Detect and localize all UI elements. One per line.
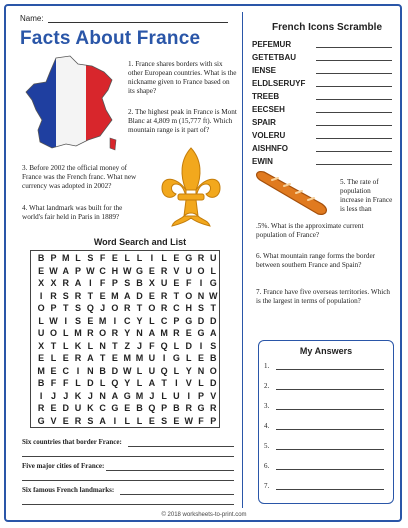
grid-letter[interactable]: Q [111,378,119,388]
grid-letter[interactable]: G [185,315,193,326]
grid-letter[interactable]: V [185,378,192,388]
grid-letter[interactable]: P [75,265,82,276]
grid-letter[interactable]: E [148,265,155,276]
scramble-answer-line[interactable] [316,151,392,152]
scramble-answer-line[interactable] [316,138,392,139]
grid-letter[interactable]: L [136,378,143,388]
scramble-answer-line[interactable] [316,73,392,74]
grid-letter[interactable]: R [37,403,45,413]
page-title: Facts About France [20,28,201,49]
grid-letter[interactable]: R [74,415,82,426]
grid-letter[interactable]: G [172,353,180,363]
grid-row [35,328,219,341]
grid-letter[interactable]: F [99,278,106,288]
answer-number: 5. [264,442,270,450]
grid-letter[interactable]: N [136,328,143,338]
grid-row [35,366,219,379]
grid-letter[interactable]: I [162,353,166,363]
grid-letter[interactable]: W [122,365,132,376]
grid-letter[interactable]: L [161,253,167,263]
grid-letter[interactable]: U [74,403,82,413]
grid-letter[interactable]: C [123,315,131,326]
grid-letter[interactable]: I [113,415,117,426]
grid-letter[interactable]: F [198,415,204,426]
grid-row [35,403,219,416]
grid-letter[interactable]: V [173,265,180,276]
scramble-word: AISHNFO [252,144,288,153]
grid-row [35,266,219,279]
grid-letter[interactable]: D [210,315,217,326]
scramble-answer-line[interactable] [316,99,392,100]
grid-letter[interactable]: I [187,390,190,401]
grid-letter[interactable]: J [100,303,106,313]
grid-letter[interactable]: G [185,253,193,263]
scramble-word: GETETBAU [252,53,296,62]
grid-letter[interactable]: J [50,390,56,401]
grid-letter[interactable]: L [124,253,130,263]
grid-letter[interactable]: R [74,290,82,301]
grid-letter[interactable]: Y [185,365,192,376]
grid-letter[interactable]: O [37,303,45,313]
grid-letter[interactable]: C [160,315,168,326]
grid-row [35,353,219,366]
grid-letter[interactable]: G [136,265,144,276]
grid-letter[interactable]: L [38,315,44,326]
grid-letter[interactable]: Q [86,303,94,313]
grid-letter[interactable]: E [124,403,131,413]
question-3: 3. Before 2002 the official money of France was the French franc. What new currency was adopted in 2002? [22,164,137,190]
grid-letter[interactable]: A [99,415,106,426]
question-5-part-2: .5%. What is the approximate current population of France? [256,222,364,239]
answer-line[interactable] [276,429,384,430]
answer-number: 3. [264,402,270,410]
grid-letter[interactable]: V [210,390,217,401]
grid-letter[interactable]: E [38,353,45,363]
grid-letter[interactable]: B [136,403,143,413]
grid-letter[interactable]: E [62,353,69,363]
grid-letter[interactable]: E [111,353,118,363]
grid-letter[interactable]: R [62,278,69,288]
grid-letter[interactable]: E [185,328,192,338]
grid-letter[interactable]: W [49,265,58,276]
scramble-word: EWIN [252,157,273,166]
grid-letter[interactable]: G [37,415,45,426]
grid-letter[interactable]: O [99,328,107,338]
grid-letter[interactable]: L [75,378,81,388]
column-divider [242,12,243,508]
grid-letter[interactable]: K [74,390,82,401]
grid-letter[interactable]: R [87,328,94,338]
baguette-icon [252,166,332,220]
grid-letter[interactable]: Q [160,365,168,376]
grid-letter[interactable]: E [111,253,118,263]
grid-letter[interactable]: R [210,403,217,413]
grid-letter[interactable]: X [38,278,45,288]
grid-letter[interactable]: N [99,340,106,351]
scramble-word: SPAIR [252,118,276,127]
grid-letter[interactable]: R [74,353,82,363]
grid-letter[interactable]: S [87,415,94,426]
grid-letter[interactable]: A [148,328,156,338]
scramble-word: ELDLSERUYF [252,79,306,88]
wordsearch-title: Word Search and List [93,237,187,247]
grid-letter[interactable]: O [111,303,119,313]
grid-letter[interactable]: M [37,365,45,376]
grid-letter[interactable]: E [50,403,57,413]
grid-letter[interactable]: L [173,365,180,376]
grid-letter[interactable]: C [99,265,106,276]
question-4: 4. What landmark was built for the world's fair held in Paris in 1889? [22,204,123,221]
grid-letter[interactable]: L [124,415,130,426]
grid-letter[interactable]: S [87,253,94,263]
grid-letter[interactable]: X [38,340,45,351]
grid-row [35,253,219,266]
grid-letter[interactable]: W [122,265,132,276]
grid-letter[interactable]: S [124,278,131,288]
grid-letter[interactable]: D [136,290,143,301]
answer-line[interactable] [276,489,384,490]
grid-letter[interactable]: R [160,303,168,313]
grid-letter[interactable]: M [61,253,70,263]
grid-letter[interactable]: N [87,365,94,376]
fleur-de-lis-icon [158,146,224,230]
grid-letter[interactable]: R [173,328,180,338]
grid-letter[interactable]: A [148,378,156,388]
grid-letter[interactable]: N [99,390,106,401]
grid-letter[interactable]: L [136,415,143,426]
wordsearch-grid[interactable] [30,250,220,428]
scramble-word: TREEB [252,92,280,101]
grid-letter[interactable]: E [148,290,155,301]
grid-letter[interactable]: U [173,390,180,401]
grid-letter[interactable]: T [136,303,143,313]
scramble-word: IENSE [252,66,277,75]
grid-letter[interactable]: N [197,365,205,376]
grid-letter[interactable]: C [99,403,106,413]
grid-letter[interactable]: E [198,353,205,363]
grid-letter[interactable]: P [50,253,57,263]
name-label: Name: [20,14,44,23]
grid-row [35,316,219,329]
question-1: 1. France shares borders with six other European countries. What is the nickname given to France based on its shape? [128,60,237,95]
grid-row [35,278,219,291]
grid-letter[interactable]: A [62,265,69,276]
grid-row [35,291,219,304]
grid-row [35,378,219,391]
grid-letter[interactable]: K [87,403,94,413]
scramble-word: EECSEH [252,105,285,114]
grid-letter[interactable]: P [111,278,118,288]
grid-letter[interactable]: E [173,415,180,426]
grid-letter[interactable]: E [50,365,57,376]
answer-number: 7. [264,482,270,490]
grid-letter[interactable]: D [185,340,192,351]
grid-letter[interactable]: G [197,328,205,338]
grid-letter[interactable]: M [98,315,107,326]
grid-letter[interactable]: L [173,340,180,351]
grid-row [35,416,219,429]
grid-letter[interactable]: Z [124,340,130,351]
grid-letter[interactable]: S [75,315,82,326]
grid-letter[interactable]: E [173,278,180,288]
grid-letter[interactable]: I [39,290,43,301]
grid-letter[interactable]: S [62,290,69,301]
grid-letter[interactable]: I [89,278,92,288]
grid-letter[interactable]: Q [148,403,156,413]
answer-number: 4. [264,422,270,430]
grid-letter[interactable]: G [123,390,131,401]
grid-letter[interactable]: L [161,390,167,401]
grid-letter[interactable]: T [99,353,106,363]
grid-letter[interactable]: R [123,303,131,313]
answer-line[interactable] [276,409,384,410]
grid-letter[interactable]: S [210,340,217,351]
countries-label: Six countries that border France: [22,438,122,446]
grid-letter[interactable]: B [173,403,180,413]
grid-letter[interactable]: M [135,353,144,363]
grid-letter[interactable]: U [148,365,156,376]
grid-letter[interactable]: X [148,278,155,288]
grid-letter[interactable]: P [173,315,180,326]
grid-letter[interactable]: C [173,303,180,313]
france-map-image [22,54,120,154]
grid-letter[interactable]: C [62,365,69,376]
grid-letter[interactable]: H [111,265,119,276]
cities-answer-line[interactable] [106,470,234,471]
grid-letter[interactable]: W [86,265,95,276]
grid-letter[interactable]: R [111,328,119,338]
grid-letter[interactable]: M [111,290,119,301]
grid-letter[interactable]: G [197,403,205,413]
grid-letter[interactable]: I [39,390,43,401]
grid-letter[interactable]: P [50,303,57,313]
grid-letter[interactable]: A [87,353,94,363]
grid-letter[interactable]: T [161,378,167,388]
answer-line[interactable] [276,449,384,450]
grid-letter[interactable]: J [87,390,93,401]
grid-letter[interactable]: D [197,315,205,326]
grid-letter[interactable]: P [198,390,205,401]
question-2: 2. The highest peak in France is Mont Blanc at 4,809 m (15,777 ft). Which mountain range is it part of? [128,108,237,134]
answer-line[interactable] [276,369,384,370]
answers-title: My Answers [299,346,353,356]
grid-letter[interactable]: F [62,378,69,388]
grid-letter[interactable]: L [149,315,155,326]
grid-letter[interactable]: A [123,290,131,301]
grid-letter[interactable]: I [64,315,67,326]
grid-letter[interactable]: E [62,415,69,426]
grid-letter[interactable]: L [62,328,69,338]
landmarks-answer-line-2[interactable] [22,504,234,505]
grid-letter[interactable]: O [49,328,57,338]
grid-letter[interactable]: U [148,353,156,363]
grid-letter[interactable]: I [150,253,154,263]
grid-letter[interactable]: L [87,340,94,351]
grid-letter[interactable]: H [185,303,192,313]
countries-answer-line-2[interactable] [22,456,234,457]
grid-letter[interactable]: T [210,303,217,313]
grid-letter[interactable]: U [160,278,168,288]
grid-letter[interactable]: M [123,353,131,363]
grid-letter[interactable]: N [197,290,205,301]
grid-letter[interactable]: B [136,278,143,288]
grid-letter[interactable]: M [135,390,144,401]
grid-letter[interactable]: Y [124,378,131,388]
grid-letter[interactable]: F [99,253,106,263]
grid-letter[interactable]: S [75,303,82,313]
grid-letter[interactable]: G [209,278,217,288]
question-6: 6. What mountain range forms the border between southern France and Spain? [256,252,376,269]
grid-letter[interactable]: O [148,303,156,313]
grid-letter[interactable]: A [111,390,119,401]
grid-letter[interactable]: T [112,340,118,351]
grid-letter[interactable]: T [62,303,69,313]
grid-letter[interactable]: L [75,253,81,263]
grid-letter[interactable]: R [197,253,205,263]
grid-letter[interactable]: D [87,378,94,388]
grid-letter[interactable]: F [185,278,192,288]
grid-letter[interactable]: Y [136,315,143,326]
grid-letter[interactable]: O [185,290,193,301]
grid-letter[interactable]: L [136,253,143,263]
grid-letter[interactable]: I [113,315,117,326]
grid-letter[interactable]: D [210,378,217,388]
answer-line[interactable] [276,469,384,470]
grid-letter[interactable]: L [136,365,143,376]
grid-letter[interactable]: T [173,290,180,301]
grid-letter[interactable]: E [148,415,155,426]
grid-letter[interactable]: U [185,265,192,276]
grid-letter[interactable]: U [37,328,45,338]
grid-letter[interactable]: I [76,365,80,376]
answer-number: 2. [264,382,270,390]
grid-letter[interactable]: E [99,290,106,301]
scramble-answer-line[interactable] [316,86,392,87]
grid-letter[interactable]: W [49,315,58,326]
cities-answer-line-2[interactable] [22,480,234,481]
grid-letter[interactable]: X [50,278,57,288]
countries-answer-line[interactable] [128,446,234,447]
grid-letter[interactable]: R [160,290,168,301]
grid-letter[interactable]: D [111,365,119,376]
grid-letter[interactable]: E [173,253,180,263]
grid-letter[interactable]: L [62,340,69,351]
grid-letter[interactable]: R [160,265,168,276]
landmarks-label: Six famous French landmarks: [22,486,115,494]
question-5-part-1: 5. The rate of population increase in France is less than [340,178,393,213]
grid-letter[interactable]: B [210,353,217,363]
grid-letter[interactable]: E [38,265,45,276]
scramble-answer-line[interactable] [316,47,392,48]
scramble-word: PEFEMUR [252,40,292,49]
grid-letter[interactable]: B [37,253,45,263]
grid-letter[interactable]: R [185,403,192,413]
grid-letter[interactable]: I [199,340,203,351]
grid-letter[interactable]: P [161,403,168,413]
grid-letter[interactable]: J [63,390,69,401]
grid-letter[interactable]: A [74,278,82,288]
grid-letter[interactable]: T [87,290,94,301]
answer-number: 1. [264,362,270,370]
grid-letter[interactable]: B [37,378,45,388]
grid-letter[interactable]: F [149,340,155,351]
grid-letter[interactable]: D [62,403,69,413]
grid-letter[interactable]: L [198,378,204,388]
landmarks-answer-line[interactable] [120,494,234,495]
grid-letter[interactable]: K [74,340,82,351]
answer-line[interactable] [276,389,384,390]
grid-row [35,341,219,354]
grid-letter[interactable]: E [87,315,94,326]
grid-letter[interactable]: L [185,353,192,363]
question-7: 7. France have five overseas territories. Which is the largest in terms of population? [256,288,390,305]
grid-letter[interactable]: S [161,415,168,426]
grid-letter[interactable]: T [50,340,57,351]
grid-letter[interactable]: G [111,403,119,413]
scramble-answer-line[interactable] [316,112,392,113]
grid-letter[interactable]: P [210,415,217,426]
grid-letter[interactable]: F [50,378,57,388]
scramble-answer-line[interactable] [316,125,392,126]
grid-letter[interactable]: S [198,303,205,313]
grid-letter[interactable]: M [160,328,168,338]
scramble-answer-line[interactable] [316,60,392,61]
scramble-word: VOLERU [252,131,286,140]
cities-label: Five major cities of France: [22,462,105,470]
scramble-title: French Icons Scramble [271,22,383,33]
grid-letter[interactable]: I [175,378,178,388]
grid-letter[interactable]: L [50,353,57,363]
grid-row [35,303,219,316]
grid-letter[interactable]: J [137,340,143,351]
grid-letter[interactable]: B [99,365,106,376]
answers-box [258,340,394,504]
grid-letter[interactable]: W [184,415,193,426]
name-field-line[interactable] [48,22,228,23]
scramble-answer-line[interactable] [316,164,392,165]
grid-letter[interactable]: U [210,253,217,263]
copyright-footer: © 2018 worksheets-to-print.com [161,512,247,518]
grid-letter[interactable]: I [199,278,203,288]
grid-letter[interactable]: O [209,365,217,376]
grid-letter[interactable]: Y [124,328,131,338]
grid-letter[interactable]: W [209,290,218,301]
grid-letter[interactable]: L [99,378,106,388]
answer-number: 6. [264,462,270,470]
grid-row [35,391,219,404]
grid-letter[interactable]: J [149,390,155,401]
grid-letter[interactable]: R [50,290,57,301]
grid-letter[interactable]: V [50,415,57,426]
grid-letter[interactable]: O [197,265,205,276]
grid-letter[interactable]: M [74,328,82,338]
grid-letter[interactable]: A [210,328,217,338]
grid-letter[interactable]: L [210,265,217,276]
grid-letter[interactable]: Q [160,340,168,351]
